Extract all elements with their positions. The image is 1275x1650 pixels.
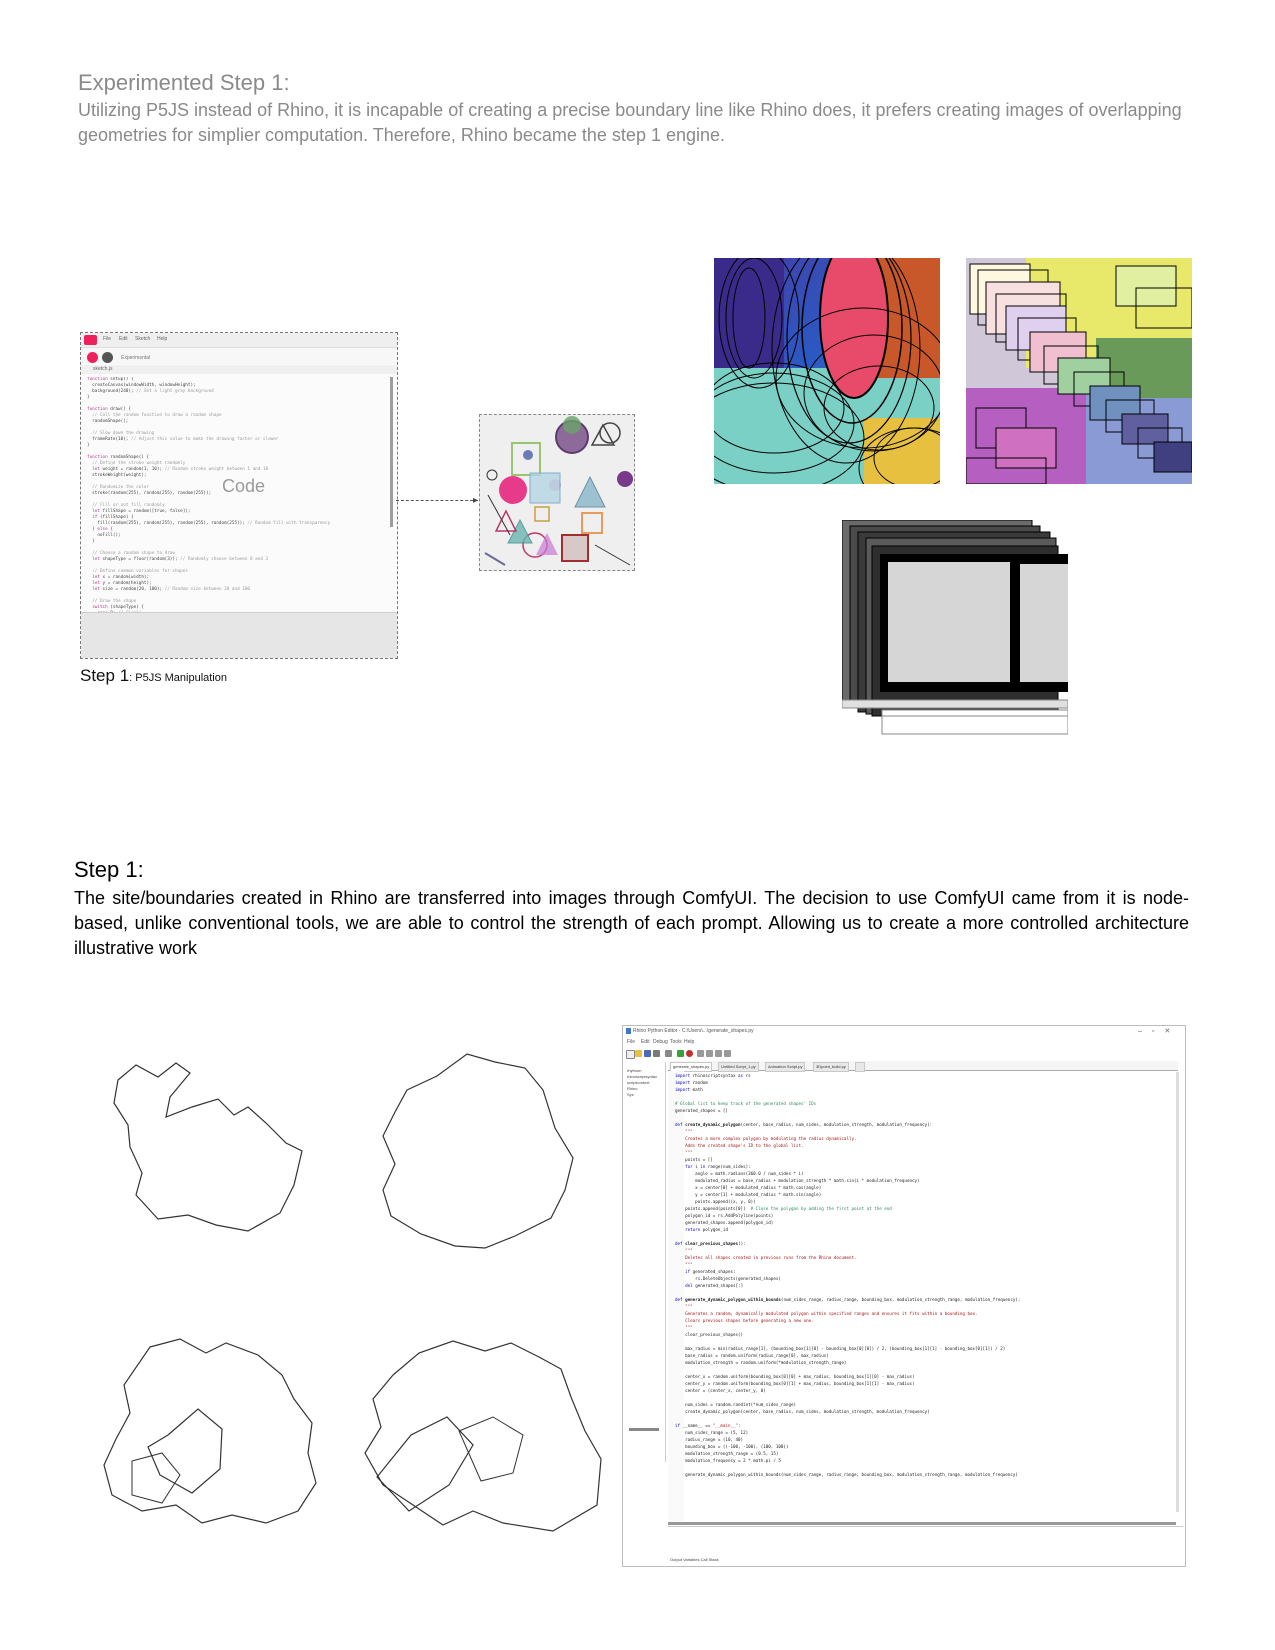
section2-title: Step 1: <box>74 857 144 882</box>
boundary-polygon-2 <box>375 1050 585 1260</box>
output-panel-tabs: Output Variables Call Stack <box>670 1557 719 1562</box>
tree-item: rhythom <box>627 1068 642 1073</box>
rhino-menu-file: File <box>627 1039 636 1045</box>
artwork-swirl-image <box>714 258 940 484</box>
p5-menu-file: File <box>103 336 112 342</box>
rhino-menu-help: Help <box>684 1039 695 1045</box>
rhino-window-title: Rhino Python Editor - C:\Users\...\generate_shapes.py <box>633 1028 754 1034</box>
rhino-menu-tools: Tools <box>670 1039 682 1045</box>
p5-scrollbar <box>390 377 393 527</box>
output-panel <box>668 1526 1183 1567</box>
p5-console <box>81 612 397 659</box>
run-icon <box>677 1050 684 1057</box>
open-folder-icon <box>635 1050 642 1057</box>
boundary-polygon-3 <box>102 1335 322 1530</box>
connector-line <box>396 500 478 501</box>
new-file-icon <box>626 1050 635 1059</box>
section1-title: Experimented Step 1: <box>78 70 290 95</box>
p5-code-text: function setup() { createCanvas(windowWidth, windowHeight); background(240); // Set a light gray background } function draw() { // Call the random function to draw a random shape randomShape(); // Slow down the drawing frameRate(10); // Adjust this value to make the drawing faster or slower } function randomShape() { // Define the stroke weight randomly let weight = random(1, 10); // Random stroke weight between 1 and 10 strokeWeight(weight); // Randomize the color stroke(random(255), random(255), random(255)); // Fill or not fill randomly let fillShape = random([true, false]); if (fillShape) { fill(random(255), random(255), random(255), random(255)); // Random fill with transparency } else { noFill(); } // Choose a random shape to draw let shapeType = floor(random(3)); // Randomly choose between 0 and 3 // Define common variables for shapes let x = random(width); let y = random(height); let size = random(20, 100); // Random size between 20 and 100 // Draw the shape switch (shapeType) { <box>87 377 331 610</box>
rhino-app-icon <box>626 1028 631 1034</box>
rhino-python-editor-screenshot <box>622 1025 1186 1567</box>
section2-body: The site/boundaries created in Rhino are transferred into images through ComfyUI. The decision to use ComfyUI came from it is node-based, unlike conventional tools, we are able to control the strength of each prompt. Allowing us to create a more controlled architecture illustrative work <box>74 888 1189 958</box>
code-horizontal-scrollbar <box>668 1522 1176 1525</box>
boundary-polygon-1 <box>108 1055 308 1235</box>
p5-menu-edit: Edit <box>119 336 128 342</box>
step-into-icon <box>697 1050 704 1057</box>
rhino-menu-edit: Edit <box>641 1039 650 1045</box>
p5-menu-help: Help <box>157 336 168 342</box>
step-over-icon <box>706 1050 713 1057</box>
tree-item: Sys <box>627 1092 634 1097</box>
tree-item: Rhino <box>627 1086 638 1091</box>
find-icon <box>665 1050 672 1057</box>
p5-tab: sketch.js <box>93 366 113 372</box>
rhino-code-text: import rhinoscriptsyntax as rs import random import math # Global list to keep track of the generated shapes' IDs generated_shapes = [] def create_dynamic_polygon(center, base_radius, num_sides, modulation_strength, modulation_frequency): """ Creates a more complex polygon by modulating the radius dynamically. Adds the created shape's ID to the global list. """ points = [] for i in range(num_sides): angle = math.radians(360.0 / num_sides * i) modulated_radius = base_radius + modulation_strength * math.sin(i * modulation_frequency) x = center[0] + modulated_radius * math.cos(angle) y = center[1] + modulated_radius * math.sin(angle) points.append((x, y, 0)) points.append(points[0]) # Close the polygon by adding the first point at the end polygon_id = rs.AddPolyline(points) generated_shapes.append(polygon_id) return polygon_id def clear_previous_shapes(): """ Deletes all shapes created in previous runs from the Rhino document. """ if generated_shapes: rs.DeleteObjects(generated_shapes) del generated_shapes[:] def generate_dynamic_polygon_within_bounds(num_sides_range, radius_range, bounding_box, modulation_strength_range, modulation_frequency): """ Generates a random, dynamically modulated polygon within specified ranges and ensures it fits within a bounding box. Clears previous shapes before generating a new one. """ clear_previous_shapes() max_radius = min(radius_range[1], (bounding_box[1][0] - bounding_box[0][0]) / 2, (bounding_box[1][1] - bounding_box[0][1]) / 2) base_radius = random.uniform(radius_range[0], max_radius) modulation_strength = random.uniform(*modulation_strength_range) center_x = random.uniform(bounding_box[0][0] + max_radius, bounding_box[1][0] - max_radius) center_y = random.uniform(bounding_box[0][1] + max_radius, bounding_box[1][1] - max_radius) center = (center_x, center_y, 0) num_sides = random.randint(*num_sides_range) create_dynamic_polygon(center, base_radius, num_sides, modulation_strength, modulation_frequency) if __name__ == "__main__": num_sides_range = (5, 12) radius_range = (10, 40) bounding_box = ((-100, -100), (100, 100)) modulation_strength_range = (0.5, 15) modulation_frequency = 2 * math.pi / 5 generate_dynamic_polygon_within_bounds(num_sides_range, radius_range, bounding_box, modulation_strength_range, modulation_frequency) <box>675 1073 1021 1477</box>
rhino-module-tree <box>623 1062 666 1462</box>
play-icon <box>87 352 98 363</box>
new-tab-icon <box>855 1062 865 1072</box>
tree-item: rhinoscriptsyntax <box>627 1074 658 1079</box>
step-out-icon <box>715 1050 722 1057</box>
tree-item: scriptcontext <box>627 1080 650 1085</box>
tab-generate-shapes: generate_shapes.py <box>670 1062 712 1072</box>
tree-scrollbar <box>629 1428 659 1431</box>
stop-debug-icon <box>724 1050 731 1057</box>
section1-body: Utilizing P5JS instead of Rhino, it is incapable of creating a precise boundary line like Rhino does, it prefers creating images of overlapping geometries for simplier computation. Therefore, Rhino became the step 1 engine. <box>78 100 1182 145</box>
code-overlay-label: Code <box>222 476 266 496</box>
p5-menu-sketch: Sketch <box>135 336 151 342</box>
p5-tab-bar <box>81 365 397 374</box>
artwork-gray-boxes-image <box>842 520 1068 742</box>
arrow-head-icon: ▸ <box>473 495 479 506</box>
save-all-icon <box>653 1050 660 1057</box>
tab-animation-script: Animation Script.py <box>765 1062 805 1072</box>
p5-output-image <box>479 414 635 571</box>
figure-caption <box>80 666 227 686</box>
rhino-title-bar <box>623 1026 1185 1038</box>
boundary-polygon-4 <box>363 1335 613 1535</box>
stop-icon <box>102 352 113 363</box>
p5-sketch-name: Experimental <box>121 355 151 361</box>
window-controls-icon: –▫✕ <box>1138 1028 1181 1035</box>
code-vertical-scrollbar <box>1176 1072 1179 1512</box>
breakpoint-icon <box>686 1050 693 1057</box>
tab-untitled-script: Untitled Script_1.py <box>718 1062 759 1072</box>
rhino-menu-debug: Debug <box>653 1039 668 1045</box>
p5-menu-bar <box>81 333 397 348</box>
rhino-menu-bar <box>623 1038 1185 1047</box>
save-icon <box>644 1050 651 1057</box>
tab-3dpoint-build: 3Dpoint_build.py <box>813 1062 849 1072</box>
caption-main: Step 1 <box>80 666 130 685</box>
artwork-rectangles-image <box>966 258 1192 484</box>
p5-logo-icon <box>84 335 97 345</box>
caption-sub: : P5JS Manipulation <box>129 672 227 684</box>
